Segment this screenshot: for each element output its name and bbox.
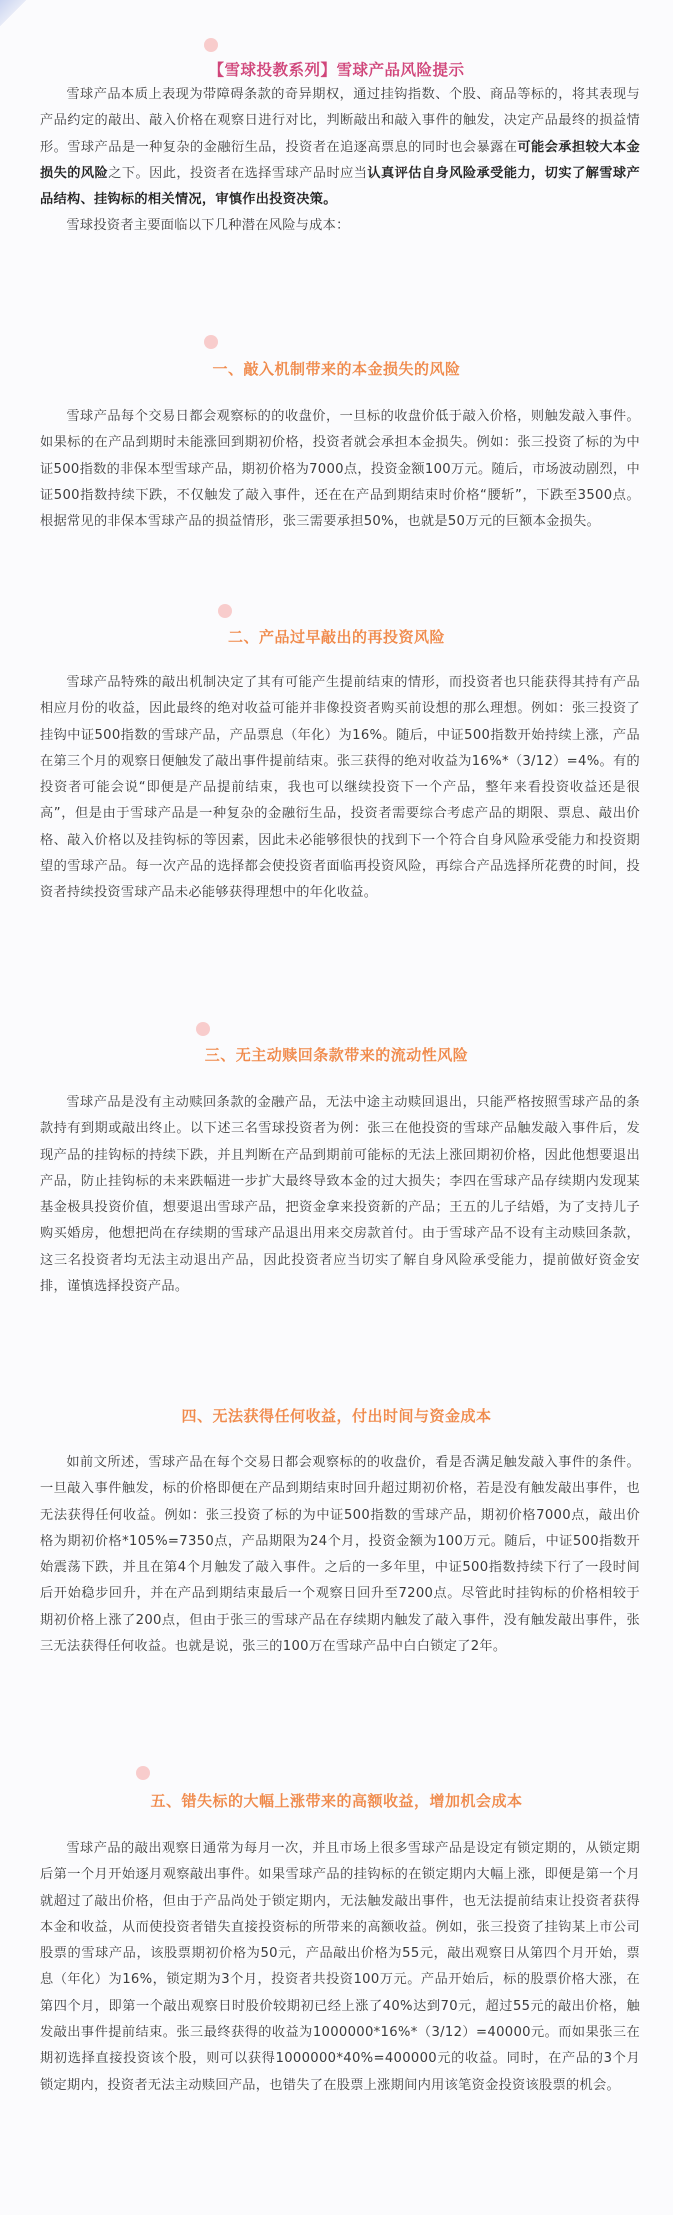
intro-paragraph: 雪球产品本质上表现为带障碍条款的奇异期权，通过挂钩指数、个股、商品等标的，将其表现与产品约定的敲出、敲入价格在观察日进行对比，判断敲出和敲入事件的触发，决定产品最终的损益情形。雪球产品是一种复杂的金融衍生品，投资者在追逐高票息的同时也会暴露在可能会承担较大本金损失的风险之下。因此，投资者在选择雪球产品时应当认真评估自身风险承受能力，切实了解雪球产品结构、挂钩标的相关情况，审慎作出投资决策。 雪球投资者主要面临以下几种潜在风险与成本： — [40, 82, 640, 240]
section-3-heading: 三、无主动赎回条款带来的流动性风险 — [204, 1046, 469, 1064]
section-4-body: 如前文所述，雪球产品在每个交易日都会观察标的的收盘价，看是否满足触发敲入事件的条件。一旦敲入事件触发，标的价格即便在产品到期结束时回升超过期初价格，若是没有触发敲出事件，也无法获得任何收益。例如：张三投资了标的为中证500指数的雪球产品，期初价格7000点，敲出价格为期初价格*105%=7350点，产品期限为24个月，投资金额为100万元。随后，中证500指数开始震荡下跌，并且在第4个月触发了敲入事件。之后的一多年里，中证500指数持续下行了一段时间后开始稳步回升，并在产品到期结束最后一个观察日回升至7200点。尽管此时挂钩标的价格相较于期初价格上涨了200点，但由于张三的雪球产品在存续期内触发了敲入事件，没有触发敲出事件，张三无法获得任何收益。也就是说，张三的100万在雪球产品中白白锁定了2年。 — [40, 1455, 640, 1655]
section-4-heading: 四、无法获得任何收益，付出时间与资金成本 — [181, 1407, 492, 1425]
bullet-dot — [204, 335, 218, 349]
section-2-heading: 二、产品过早敲出的再投资风险 — [227, 628, 445, 646]
section-1-body: 雪球产品每个交易日都会观察标的的收盘价，一旦标的收盘价低于敲入价格，则触发敲入事件。如果标的在产品到期时未能涨回到期初价格，投资者就会承担本金损失。例如：张三投资了标的为中证500指数的非保本型雪球产品，期初价格为7000点，投资金额100万元。随后，市场波动剧烈，中证500指数持续下跌，不仅触发了敲入事件，还在在产品到期结束时价格“腰斩”，下跌至3500点。根据常见的非保本雪球产品的损益情形，张三需要承担50%，也就是50万元的巨额本金损失。 — [40, 409, 640, 530]
section-1-heading: 一、敲入机制带来的本金损失的风险 — [212, 360, 461, 378]
section-5-heading: 五、错失标的大幅上涨带来的高额收益，增加机会成本 — [150, 1792, 523, 1810]
section-3-body: 雪球产品是没有主动赎回条款的金融产品，无法中途主动赎回退出，只能严格按照雪球产品的条款持有到期或敲出终止。以下述三名雪球投资者为例：张三在他投资的雪球产品触发敲入事件后，发现产品的挂钩标的持续下跌，并且判断在产品到期前可能标的无法上涨回期初价格，因此他想要退出产品，防止挂钩标的未来跌幅进一步扩大最终导致本金的过大损失；李四在雪球产品存续期内发现某基金极具投资价值，想要退出雪球产品，把资金拿来投资新的产品；王五的儿子结婚，为了支持儿子购买婚房，他想把尚在存续期的雪球产品退出用来交房款首付。由于雪球产品不设有主动赎回条款，这三名投资者均无法主动退出产品，因此投资者应当切实了解自身风险承受能力，提前做好资金安排，谨慎选择投资产品。 — [40, 1095, 640, 1295]
intro-lead: 雪球投资者主要面临以下几种潜在风险与成本： — [66, 218, 350, 234]
bullet-dot — [218, 604, 232, 618]
section-2-body: 雪球产品特殊的敲出机制决定了其有可能产生提前结束的情形，而投资者也只能获得其持有产品相应月份的收益，因此最终的绝对收益可能并非像投资者购买前设想的那么理想。例如：张三投资了挂钩中证500指数的雪球产品，产品票息（年化）为16%。随后，中证500指数开始持续上涨，产品在第三个月的观察日便触发了敲出事件提前结束。张三获得的绝对收益为16%*（3/12）=4%。有的投资者可能会说“即便是产品提前结束，我也可以继续投资下一个产品，整年来看投资收益还是很高”，但是由于雪球产品是一种复杂的金融衍生品，投资者需要综合考虑产品的期限、票息、敲出价格、敲入价格以及挂钩标的等因素，因此未必能够很快的找到下一个符合自身风险承受能力和投资期望的雪球产品。每一次产品的选择都会使投资者面临再投资风险，再综合产品选择所花费的时间，投资者持续投资雪球产品未必能够获得理想中的年化收益。 — [40, 675, 640, 901]
bullet-dot — [196, 1022, 210, 1036]
page-title: 【雪球投教系列】雪球产品风险提示 — [208, 61, 465, 79]
bullet-dot — [204, 38, 218, 52]
bullet-dot — [136, 1766, 150, 1780]
section-5-body: 雪球产品的敲出观察日通常为每月一次，并且市场上很多雪球产品是设定有锁定期的，从锁定期后第一个月开始逐月观察敲出事件。如果雪球产品的挂钩标的在锁定期内大幅上涨，即便是第一个月就超过了敲出价格，但由于产品尚处于锁定期内，无法触发敲出事件，也无法提前结束让投资者获得本金和收益，从而使投资者错失直接投资标的所带来的高额收益。例如，张三投资了挂钩某上市公司股票的雪球产品，该股票期初价格为50元，产品敲出价格为55元，敲出观察日从第四个月开始，票息（年化）为16%，锁定期为3个月，投资者共投资100万元。产品开始后，标的股票价格大涨，在第四个月，即第一个敲出观察日时股价较期初已经上涨了40%达到70元，超过55元的敲出价格，触发敲出事件提前结束。张三最终获得的收益为1000000*16%*（3/12）=40000元。而如果张三在期初选择直接投资该个股，则可以获得1000000*40%=400000元的收益。同时，在产品的3个月锁定期内，投资者无法主动赎回产品，也错失了在股票上涨期间内用该笔资金投资该股票的机会。 — [40, 1841, 640, 2093]
